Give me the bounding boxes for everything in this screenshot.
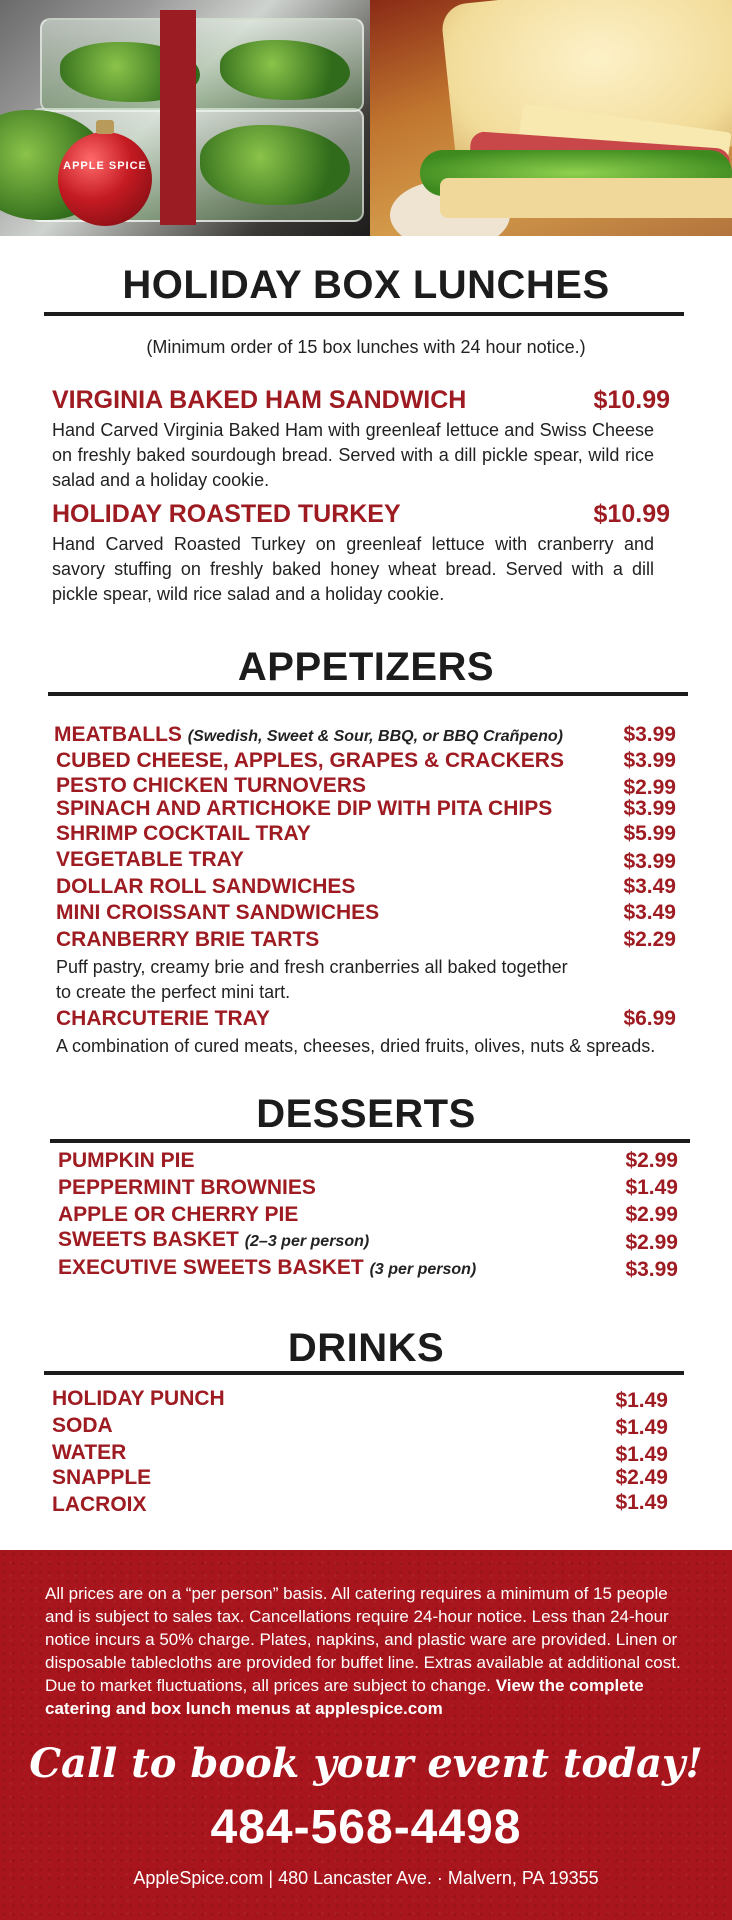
menu-item-price: $10.99 [593,386,670,414]
menu-item-price: $3.99 [623,723,676,746]
section-divider [44,312,684,316]
menu-item-note: (3 per person) [369,1261,477,1278]
menu-item-price: $1.49 [615,1416,668,1439]
menu-item-price: $3.49 [623,901,676,924]
menu-item-name [58,1228,369,1252]
menu-item-price: $1.49 [615,1491,668,1514]
menu-item-description: A combination of cured meats, cheeses, dried fruits, olives, nuts & spreads. [56,1036,656,1056]
menu-item-label: SWEETS BASKET [58,1228,239,1251]
menu-item-label: EXECUTIVE SWEETS BASKET [58,1256,364,1279]
menu-item-name: SPINACH AND ARTICHOKE DIP WITH PITA CHIPS [56,797,553,820]
menu-item-price: $6.99 [623,1007,676,1030]
menu-item-price: $3.99 [623,797,676,820]
phone-number[interactable]: 484-568-4498 [210,1801,522,1854]
menu-item-price: $2.99 [623,776,676,799]
menu-item-name: MINI CROISSANT SANDWICHES [56,901,380,924]
menu-item-name: CUBED CHEESE, APPLES, GRAPES & CRACKERS [56,749,564,772]
menu-item-name: WATER [52,1441,127,1464]
ornament-image [58,132,152,226]
menu-item-price: $2.29 [623,928,676,951]
menu-item-description: Hand Carved Roasted Turkey on greenleaf lettuce with cranberry and savory stuffing on freshly baked honey wheat bread. Served with a dill pickle spear, wild rice salad and a holiday cookie. [52,534,654,604]
menu-item-price: $1.49 [615,1389,668,1412]
box-lunches-title: HOLIDAY BOX LUNCHES [122,263,610,307]
salad-boxes-photo [0,0,370,236]
menu-item-name: DOLLAR ROLL SANDWICHES [56,875,356,898]
call-to-action: Call to book your event today! [29,1740,703,1787]
menu-item-price: $3.99 [625,1258,678,1281]
menu-item-price: $2.99 [625,1149,678,1172]
menu-item-name: LACROIX [52,1493,147,1516]
menu-item-name: PUMPKIN PIE [58,1149,195,1172]
menu-item-price: $2.49 [615,1466,668,1489]
ornament-logo-text: APPLE SPICE [63,160,147,172]
menu-item-name: APPLE OR CHERRY PIE [58,1203,299,1226]
section-divider [44,1371,684,1375]
hero-photos [0,0,732,236]
section-divider [50,1139,690,1143]
menu-item-price: $10.99 [593,500,670,528]
address-line: AppleSpice.com | 480 Lancaster Ave. · Malvern, PA 19355 [133,1868,599,1888]
menu-item-price: $1.49 [625,1176,678,1199]
menu-item-note: (2–3 per person) [244,1233,370,1250]
terms-body: All prices are on a “per person” basis. All catering requires a minimum of 15 people and is subject to sales tax. Cancellations require 24-hour notice. Less than 24-hour notice incurs a 50% charge. Plates, napkins, and plastic ware are provided. Linen or disposable tablecloths are provided for buffet line. Extras available at additional cost. Due to market fluctuations, all prices are subject to change. [45,1584,681,1695]
sandwich-bread-bottom [440,178,732,218]
ornament-cap [96,120,114,134]
menu-item-note: (Swedish, Sweet & Sour, BBQ, or BBQ Crañpeno) [187,728,563,745]
menu-item-price: $2.99 [625,1203,678,1226]
drinks-title: DRINKS [287,1326,445,1370]
menu-item-price: $5.99 [623,822,676,845]
menu-item-name: HOLIDAY ROASTED TURKEY [52,500,401,528]
menu-item-price: $3.49 [623,875,676,898]
menu-item-description: to create the perfect mini tart. [56,982,291,1002]
menu-item-description: Puff pastry, creamy brie and fresh cranberries all baked together [56,957,568,977]
terms-link[interactable]: View the complete catering and box lunch menus at applespice.com [45,1676,644,1718]
menu-item-name: SNAPPLE [52,1466,152,1489]
section-divider [48,692,688,696]
menu-item-price: $3.99 [623,850,676,873]
red-sleeve [160,10,196,225]
menu-item-name: PESTO CHICKEN TURNOVERS [56,774,366,797]
menu-item-name: VEGETABLE TRAY [56,848,244,871]
menu-item-name: VIRGINIA BAKED HAM SANDWICH [52,386,467,414]
menu-item-name [54,723,563,747]
terms-text [45,1582,687,1720]
menu-item-name: HOLIDAY PUNCH [52,1387,225,1410]
menu-item-name [58,1256,476,1280]
menu-item-price: $3.99 [623,749,676,772]
appetizers-title: APPETIZERS [237,645,495,689]
menu-item-label: MEATBALLS [54,723,182,746]
footer-panel [0,1550,732,1920]
menu-item-name: PEPPERMINT BROWNIES [58,1176,316,1199]
box-lunches-subtitle: (Minimum order of 15 box lunches with 24 hour notice.) [146,337,586,357]
menu-item-price: $1.49 [615,1443,668,1466]
menu-item-name: CRANBERRY BRIE TARTS [56,928,320,951]
desserts-title: DESSERTS [256,1092,476,1136]
menu-item-description: Hand Carved Virginia Baked Ham with greenleaf lettuce and Swiss Cheese on freshly baked sourdough bread. Served with a dill pickle spear, wild rice salad and a holiday cookie. [52,420,654,490]
menu-item-name: SODA [52,1414,113,1437]
menu-item-name: CHARCUTERIE TRAY [56,1007,270,1030]
menu-item-name: SHRIMP COCKTAIL TRAY [56,822,311,845]
menu-item-price: $2.99 [625,1231,678,1254]
